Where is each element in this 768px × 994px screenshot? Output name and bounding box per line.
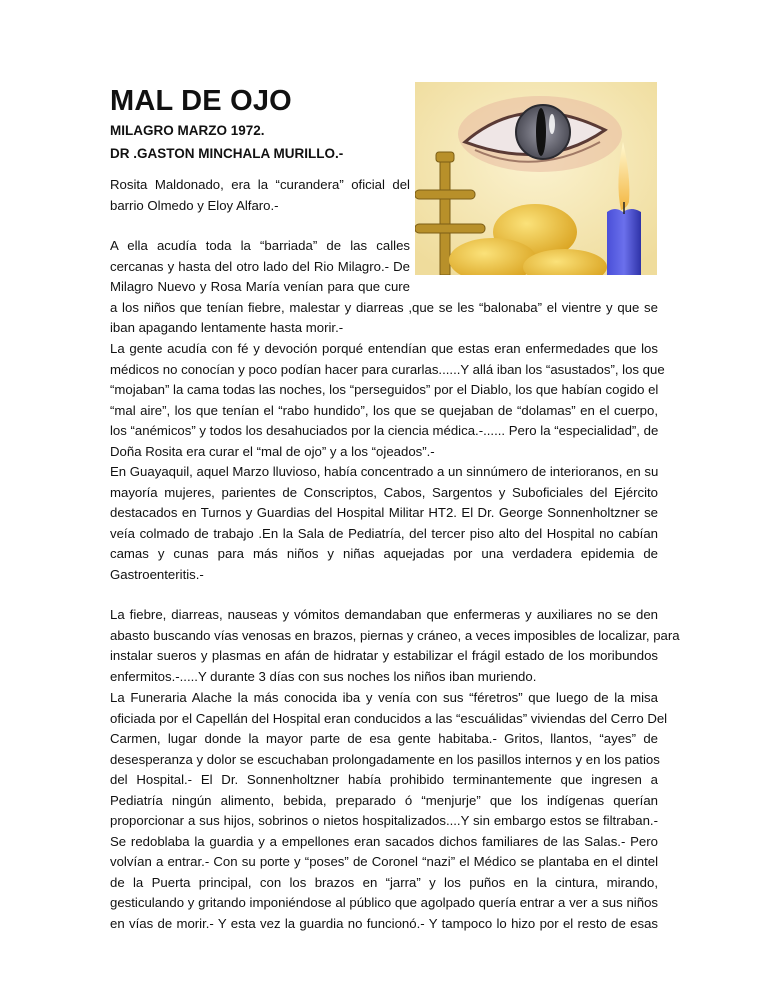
text-line: oficiada por el Capellán del Hospital eran conducidos a las “escuálidas” viviendas del Cerro Del xyxy=(110,710,668,726)
text-line: proporcionar a sus hijos, sobrinos o nietos hospitalizados....Y sin embargo estos se filtraban.- xyxy=(110,813,658,828)
text-line: en vías de morir.- Y esta vez la guardia no funcionó.- Y tampoco lo hizo por el resto de esas xyxy=(110,915,658,931)
document-title: MAL DE OJO xyxy=(110,85,292,117)
paragraph-3 xyxy=(110,339,665,462)
text-line: los “anémicos” y todos los desahuciados por la ciencia médica.-...... Pero la “especialidad”, de xyxy=(110,423,659,438)
text-line: iban apagando lentamente hasta morir.- xyxy=(110,320,344,335)
text-line: enfermitos.-.....Y durante 3 días con sus noches los niños iban muriendo. xyxy=(110,668,537,684)
paragraph-2 xyxy=(110,236,658,339)
text-line: La Funeraria Alache la más conocida iba y venía con sus “féretros” que luego de la misa xyxy=(110,690,658,705)
text-line: veía colmado de trabajo .En la Sala de Pediatría, del tercer piso alto del Hospital no cabían xyxy=(110,525,658,541)
text-line: Pediatría ningún alimento, bebida, preparado ó “menjurje” que los indígenas querían xyxy=(110,792,658,808)
text-line: destacados en Turnos y Guardias del Hospital Militar HT2. El Dr. George Sonnenholtzner se xyxy=(110,505,658,520)
text-line: “mal aire”, los que tenían el “rabo hundido”, los que se quejaban de “dolamas” en el cuerpo, xyxy=(110,402,658,418)
text-line: Gastroenteritis.- xyxy=(110,566,204,582)
text-line: volvían a entrar.- Con su porte y “poses” de Coronel “nazi” el Médico se plantaba en el dintel xyxy=(110,854,658,869)
paragraph-5 xyxy=(110,605,680,687)
text-line: Carmen, lugar donde la mayor parte de esa gente habitaba.- Gritos, llantos, “ayes” de xyxy=(110,731,658,746)
text-line: La gente acudía con fé y devoción porqué entendían que estas eran enfermedades que los xyxy=(110,341,658,356)
text-line: abasto buscando vías venosas en brazos, piernas y cráneo, a veces imposibles de localizar, para xyxy=(110,627,680,643)
text-line: desesperanza y dolor se escuchaban prolongadamente en los pasillos internos y en los patios xyxy=(110,751,660,767)
text-line: a los niños que tenían fiebre, malestar y diarreas ,que se les “balonaba” el vientre y que se xyxy=(110,299,658,315)
text-line: gesticulando y gritando imponiéndose al público que agolpado quería entrar a ver a sus niños xyxy=(110,895,658,910)
text-line: del Hospital.- El Dr. Sonnenholtzner había prohibido terminantemente que ingresen a xyxy=(110,772,658,787)
text-line: La fiebre, diarreas, nauseas y vómitos demandaban que enfermeras y auxiliares no se den xyxy=(110,607,658,622)
document-author: DR .GASTON MINCHALA MURILLO.- xyxy=(110,146,344,161)
text-line: Se redoblaba la guardia y a empellones eran sacados dichos familiares de las Salas.- Pero xyxy=(110,833,658,849)
text-line: Doña Rosita era curar el “mal de ojo” y a los “ojeados”.- xyxy=(110,443,435,459)
text-line: instalar sueros y plasmas en afán de hidratar y estabilizar el frágil estado de los moribundos xyxy=(110,648,658,663)
text-line: camas y cunas para más niños y niñas aquejadas por una verdadera epidemia de xyxy=(110,546,658,561)
paragraph-4 xyxy=(110,462,658,585)
text-line: A ella acudía toda la “barriada” de las calles xyxy=(110,238,410,253)
paragraph-1 xyxy=(110,175,410,216)
text-line: Milagro Nuevo y Rosa María venían para que cure xyxy=(110,279,410,294)
text-line: médicos no conocían y poco podían hacer para curarlas......Y allá iban los “asustados”, los que xyxy=(110,361,665,377)
text-line: de la Puerta principal, con los brazos en “jarra” y los puños en la cintura, mirando, xyxy=(110,874,658,890)
text-line: cercanas y hasta del otro lado del Rio Milagro.- De xyxy=(110,258,410,274)
text-line: “mojaban” la cama todas las noches, los “perseguidos” por el Diablo, los que habían cogido el xyxy=(110,382,659,397)
text-line: mayoría mujeres, parientes de Conscriptos, Cabos, Sargentos y Suboficiales del Ejército xyxy=(110,484,658,500)
paragraph-6 xyxy=(110,688,668,934)
text-line: En Guayaquil, aquel Marzo lluvioso, había concentrado a un sinnúmero de interioranos, en su xyxy=(110,464,659,479)
text-line: Rosita Maldonado, era la “curandera” oficial del xyxy=(110,177,410,192)
document-subtitle-date: MILAGRO MARZO 1972. xyxy=(110,123,265,138)
text-line: barrio Olmedo y Eloy Alfaro.- xyxy=(110,197,279,213)
